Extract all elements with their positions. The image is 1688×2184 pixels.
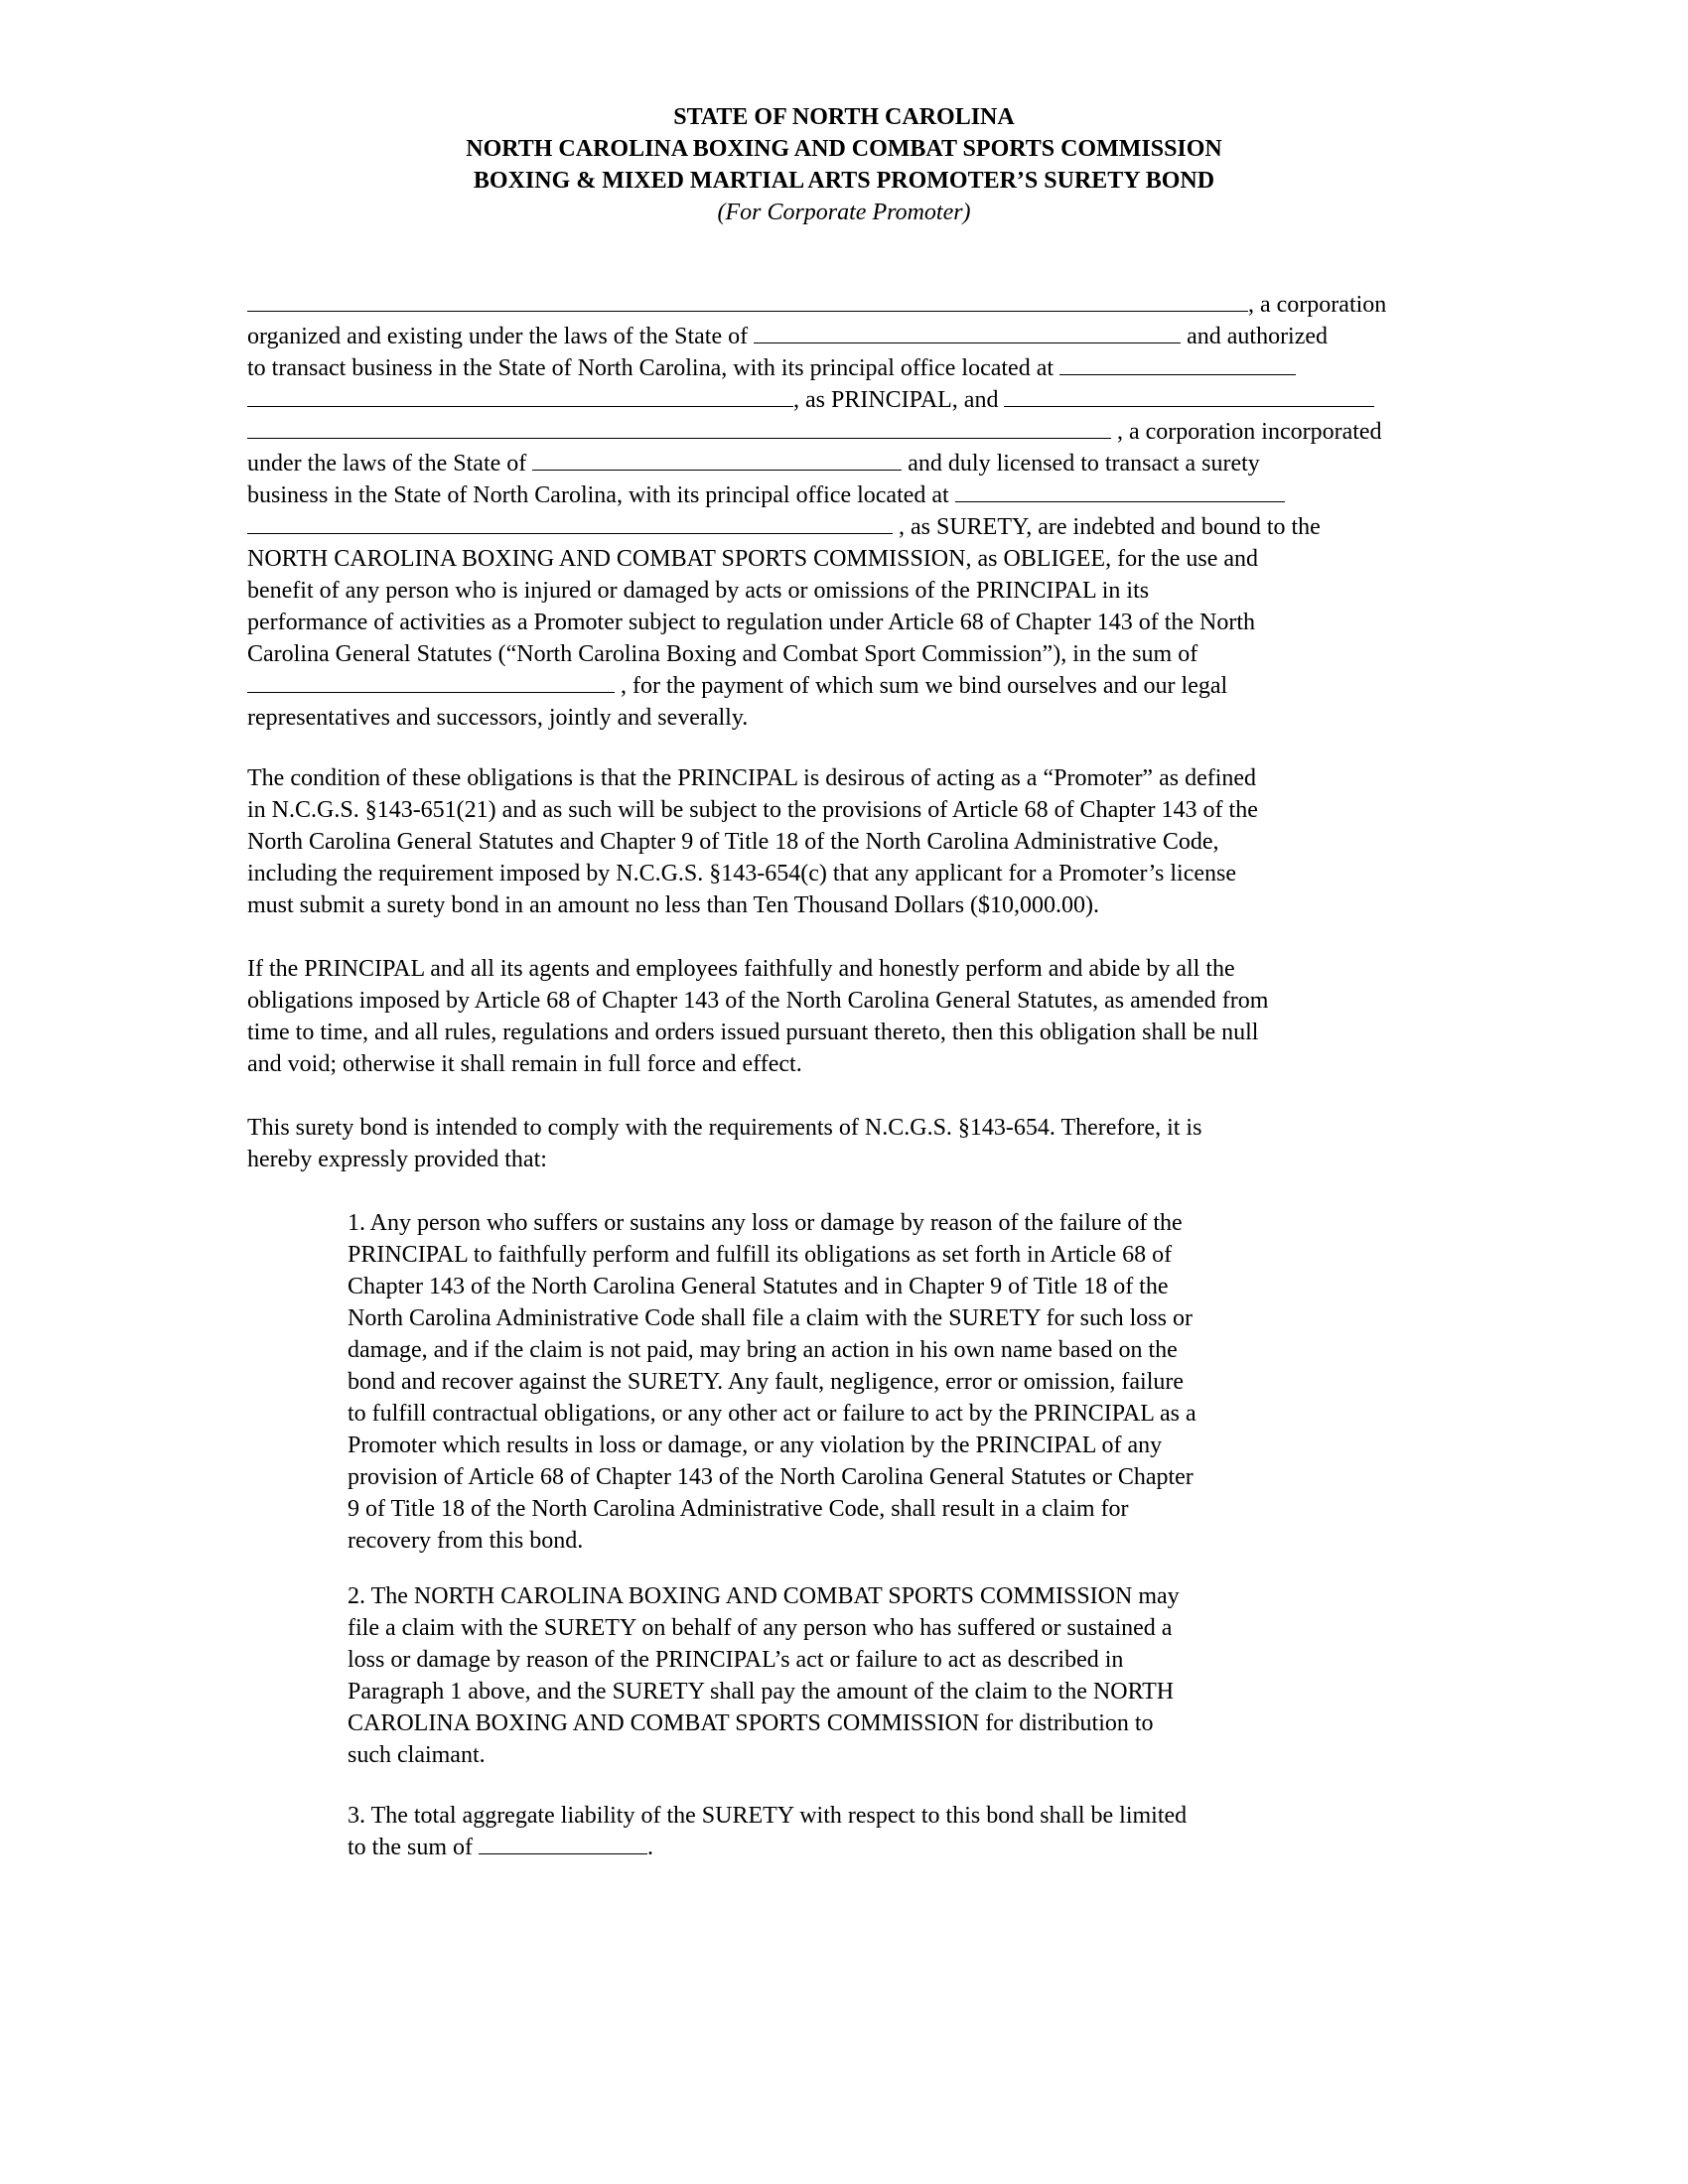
bond-intro [247,289,1435,734]
provision-1-line: North Carolina Administrative Code shall file a claim with the SURETY for such loss or [348,1305,1193,1331]
performance-line: time to time, and all rules, regulations and orders issued pursuant thereto, then this obligation shall be null [247,1020,1259,1045]
intro-line8: , as SURETY, are indebted and bound to the [899,514,1321,540]
performance-line: If the PRINCIPAL and all its agents and employees faithfully and honestly perform and abide by all the [247,956,1235,982]
provision-1-line: PRINCIPAL to faithfully perform and fulfill its obligations as set forth in Article 68 of [348,1242,1173,1268]
condition-line: The condition of these obligations is that the PRINCIPAL is desirous of acting as a “Promoter” as defined [247,765,1257,791]
provision-1 [348,1207,1360,1557]
intro-line9: NORTH CAROLINA BOXING AND COMBAT SPORTS COMMISSION, as OBLIGEE, for the use and [247,546,1259,572]
performance-line: and void; otherwise it shall remain in full force and effect. [247,1051,802,1077]
intro-line2b: and authorized [1187,324,1329,349]
liability-sum-blank[interactable] [479,1832,647,1854]
provision-1-line: damage, and if the claim is not paid, may bring an action in his own name based on the [348,1337,1178,1363]
intro-line7: business in the State of North Carolina, with its principal office located at [247,482,949,508]
provision-1-line: Promoter which results in loss or damage, or any violation by the PRINCIPAL of any [348,1433,1163,1458]
intro-line6b: and duly licensed to transact a surety [908,451,1260,477]
intro-line6a: under the laws of the State of [247,451,527,477]
provision-1-line: provision of Article 68 of Chapter 143 of the North Carolina General Statutes or Chapter [348,1464,1194,1490]
header-commission: NORTH CAROLINA BOXING AND COMBAT SPORTS COMMISSION [466,136,1222,162]
condition-paragraph [247,762,1258,921]
intro-line5: , a corporation incorporated [1117,419,1382,445]
surety-name-cont-blank[interactable] [247,416,1111,439]
condition-line: must submit a surety bond in an amount no less than Ten Thousand Dollars ($10,000.00). [247,892,1100,918]
provision-2 [348,1580,1360,1771]
provision-1-line: to fulfill contractual obligations, or any other act or failure to act by the PRINCIPAL as a [348,1401,1196,1427]
intro-line14: representatives and successors, jointly and severally. [247,705,749,731]
provision-2-line: 2. The NORTH CAROLINA BOXING AND COMBAT SPORTS COMMISSION may [348,1583,1180,1609]
compliance-line: hereby expressly provided that: [247,1147,547,1172]
provision-2-line: such claimant. [348,1742,486,1768]
surety-name-blank[interactable] [1004,384,1374,407]
principal-office-blank[interactable] [1059,352,1296,375]
provision-1-line: bond and recover against the SURETY. Any fault, negligence, error or omission, failure [348,1369,1185,1395]
condition-line: in N.C.G.S. §143-651(21) and as such will be subject to the provisions of Article 68 of Chapter 143 of the [247,797,1258,823]
compliance-paragraph [247,1112,1201,1175]
header-subtitle: (For Corporate Promoter) [717,200,971,225]
condition-line: including the requirement imposed by N.C.G.S. §143-654(c) that any applicant for a Promoter’s license [247,861,1236,887]
sum-period: . [647,1835,653,1860]
surety-office-cont-blank[interactable] [247,511,893,534]
provision-3-line: 3. The total aggregate liability of the SURETY with respect to this bond shall be limited [348,1803,1188,1829]
intro-line2a: organized and existing under the laws of the State of [247,324,749,349]
intro-line11: performance of activities as a Promoter subject to regulation under Article 68 of Chapter 143 of the North [247,610,1256,635]
intro-line3: to transact business in the State of North Carolina, with its principal office located at [247,355,1055,381]
sum-label: to the sum of [348,1835,473,1860]
principal-name-blank[interactable] [247,289,1248,312]
provision-1-line: 1. Any person who suffers or sustains any loss or damage by reason of the failure of the [348,1210,1183,1236]
provision-2-line: CAROLINA BOXING AND COMBAT SPORTS COMMISSION for distribution to [348,1710,1154,1736]
intro-line10: benefit of any person who is injured or damaged by acts or omissions of the PRINCIPAL in its [247,578,1150,604]
provision-1-line: Chapter 143 of the North Carolina General Statutes and in Chapter 9 of Title 18 of the [348,1274,1169,1299]
surety-office-blank[interactable] [955,479,1285,502]
condition-line: North Carolina General Statutes and Chapter 9 of Title 18 of the North Carolina Administrative Code, [247,829,1219,855]
provision-3 [348,1800,1360,1863]
surety-state-blank[interactable] [532,448,902,471]
compliance-line: This surety bond is intended to comply with the requirements of N.C.G.S. §143-654. Therefore, it is [247,1115,1202,1141]
intro-line4: , as PRINCIPAL, and [793,387,999,413]
provision-2-line: Paragraph 1 above, and the SURETY shall pay the amount of the claim to the NORTH [348,1679,1175,1705]
intro-line13: , for the payment of which sum we bind ourselves and our legal [621,673,1228,699]
provision-2-line: file a claim with the SURETY on behalf of any person who has suffered or sustained a [348,1615,1173,1641]
provision-3-line [348,1832,1360,1863]
header-state: STATE OF NORTH CAROLINA [673,104,1015,130]
document-header [0,101,1688,228]
bond-sum-blank[interactable] [247,670,615,693]
performance-line: obligations imposed by Article 68 of Chapter 143 of the North Carolina General Statutes, as amended from [247,988,1269,1014]
provision-1-line: recovery from this bond. [348,1528,584,1554]
header-bond-title: BOXING & MIXED MARTIAL ARTS PROMOTER’S SURETY BOND [473,168,1215,194]
principal-office-cont-blank[interactable] [247,384,793,407]
performance-paragraph [247,953,1268,1080]
intro-line1: , a corporation [1248,292,1387,318]
principal-state-blank[interactable] [754,321,1181,343]
provision-2-line: loss or damage by reason of the PRINCIPAL’s act or failure to act as described in [348,1647,1124,1673]
provision-1-line: 9 of Title 18 of the North Carolina Administrative Code, shall result in a claim for [348,1496,1129,1522]
intro-line12: Carolina General Statutes (“North Carolina Boxing and Combat Sport Commission”), in the sum of [247,641,1198,667]
